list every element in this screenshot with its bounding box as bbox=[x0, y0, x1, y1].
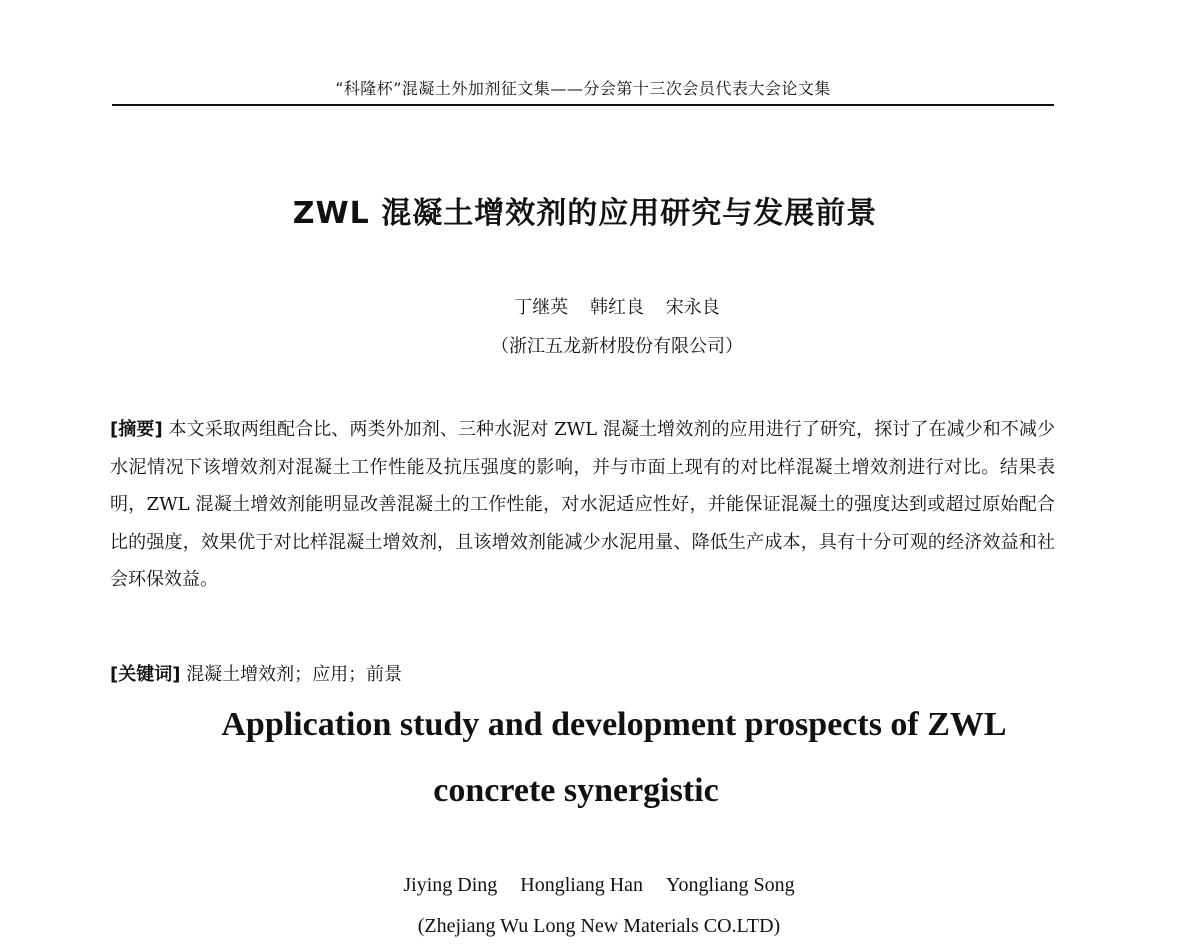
author-name: Jiying Ding bbox=[403, 874, 498, 896]
english-authors bbox=[0, 874, 1198, 897]
keywords bbox=[110, 660, 402, 686]
chinese-affiliation: （浙江五龙新材股份有限公司） bbox=[491, 336, 743, 357]
abstract-text: 本文采取两组配合比、两类外加剂、三种水泥对 ZWL 混凝土增效剂的应用进行了研究，探讨了在减少和不减少水泥情况下该增效剂对混凝土工作性能及抗压强度的影响，并与市面上现有的对比样混凝土增效剂进行对比。结果表明，ZWL 混凝土增效剂能明显改善混凝土的工作性能，对水泥适应性好，并能保证混凝土的强度达到或超过原始配合比的强度，效果优于对比样混凝土增效剂，且该增效剂能减少水泥用量、降低生产成本，具有十分可观的经济效益和社会环保效益。 bbox=[110, 419, 1055, 590]
keywords-text: 混凝土增效剂；应用；前景 bbox=[186, 664, 403, 685]
chinese-authors bbox=[0, 293, 1200, 319]
author-name: 丁继英 bbox=[514, 297, 569, 318]
abstract bbox=[110, 411, 1055, 599]
english-title-line-2: concrete synergistic bbox=[433, 772, 719, 809]
author-name: 韩红良 bbox=[590, 297, 644, 318]
header-rule bbox=[112, 104, 1054, 106]
abstract-label: [摘要] bbox=[110, 419, 163, 440]
author-name: Hongliang Han bbox=[520, 874, 644, 896]
chinese-title: ZWL 混凝土增效剂的应用研究与发展前景 bbox=[292, 196, 878, 231]
english-affiliation: (Zhejiang Wu Long New Materials CO.LTD) bbox=[417, 915, 781, 937]
english-title-line-1: Application study and development prospects of ZWL bbox=[221, 706, 1007, 743]
running-header: “科隆杯”混凝土外加剂征文集——分会第十三次会员代表大会论文集 bbox=[335, 79, 831, 98]
author-name: 宋永良 bbox=[665, 297, 720, 318]
keywords-label: [关键词] bbox=[110, 664, 181, 685]
author-name: Yongliang Song bbox=[666, 874, 795, 896]
